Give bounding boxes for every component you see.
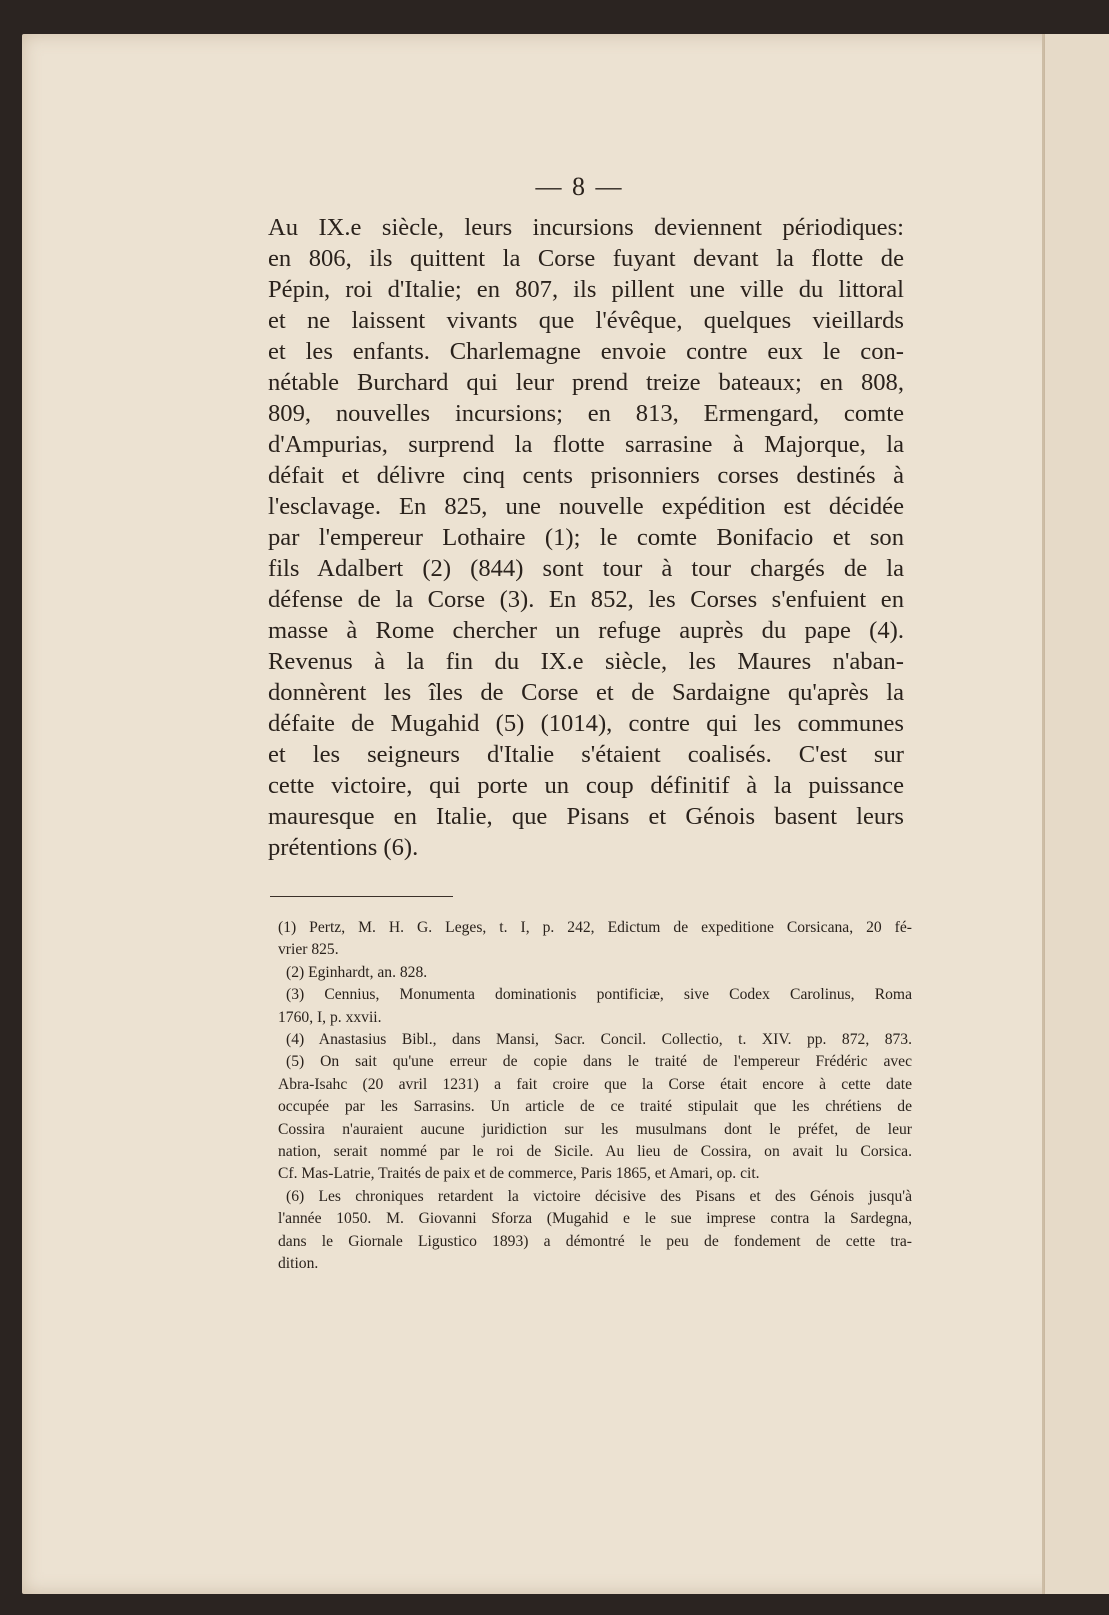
- body-line: masse à Rome chercher un refuge auprès du pape (4).: [268, 617, 904, 644]
- footnote-line: dans le Giornale Ligustico 1893) a démontré le peu de fondement de cette tra-: [278, 1232, 912, 1250]
- footnote-line: Cf. Mas-Latrie, Traités de paix et de commerce, Paris 1865, et Amari, op. cit.: [278, 1165, 760, 1183]
- body-text: [268, 212, 904, 863]
- footnote-separator: [270, 896, 453, 897]
- body-line: défaite de Mugahid (5) (1014), contre qui les communes: [268, 710, 904, 737]
- body-line: l'esclavage. En 825, une nouvelle expédition est décidée: [268, 493, 904, 520]
- footnote-line: l'année 1050. M. Giovanni Sforza (Mugahid e le sue imprese contra la Sardegna,: [278, 1210, 912, 1228]
- body-line: en 806, ils quittent la Corse fuyant devant la flotte de: [268, 245, 904, 272]
- body-line: défense de la Corse (3). En 852, les Corses s'enfuient en: [268, 586, 904, 613]
- adjacent-page-edge: [1044, 34, 1109, 1594]
- body-line: fils Adalbert (2) (844) sont tour à tour chargés de la: [268, 555, 904, 582]
- footnote-line: (1) Pertz, M. H. G. Leges, t. I, p. 242, Edictum de expeditione Corsicana, 20 fé-: [278, 919, 912, 936]
- body-line: donnèrent les îles de Corse et de Sardaigne qu'après la: [268, 679, 904, 706]
- footnote-line: dition.: [278, 1255, 319, 1273]
- body-line: Pépin, roi d'Italie; en 807, ils pillent une ville du littoral: [268, 276, 904, 303]
- footnote-line: vrier 825.: [278, 941, 339, 959]
- footnotes: [278, 917, 912, 1276]
- body-line: nétable Burchard qui leur prend treize bateaux; en 808,: [268, 369, 904, 396]
- body-line: cette victoire, qui porte un coup définitif à la puissance: [268, 772, 904, 799]
- footnote-line: Cossira n'auraient aucune juridiction sur les musulmans dont le préfet, de leur: [278, 1120, 912, 1138]
- footnote-line: occupée par les Sarrasins. Un article de ce traité stipulait que les chrétiens de: [278, 1098, 912, 1116]
- body-line: défait et délivre cinq cents prisonniers corses destinés à: [268, 462, 904, 489]
- body-line: mauresque en Italie, que Pisans et Génois basent leurs: [268, 803, 904, 830]
- footnote-line: (6) Les chroniques retardent la victoire décisive des Pisans et des Génois jusqu'à: [286, 1187, 912, 1205]
- footnote-line: Abra-Isahc (20 avril 1231) a fait croire que la Corse était encore à cette date: [278, 1075, 912, 1093]
- footnote-line: (2) Eginhardt, an. 828.: [286, 963, 428, 981]
- body-line: 809, nouvelles incursions; en 813, Ermengard, comte: [268, 400, 904, 427]
- footnote-line: (5) On sait qu'une erreur de copie dans le traité de l'empereur Frédéric avec: [286, 1053, 912, 1071]
- body-line: par l'empereur Lothaire (1); le comte Bonifacio et son: [268, 524, 904, 551]
- footnote-line: (3) Cennius, Monumenta dominationis pontificiæ, sive Codex Carolinus, Roma: [286, 986, 912, 1004]
- body-line: et les seigneurs d'Italie s'étaient coalisés. C'est sur: [268, 741, 904, 768]
- footnote-line: nation, serait nommé par le roi de Sicile. Au lieu de Cossira, on avait lu Corsica.: [278, 1143, 912, 1161]
- body-line: et les enfants. Charlemagne envoie contre eux le con-: [268, 338, 904, 365]
- body-line: prétentions (6).: [268, 834, 419, 861]
- body-line: d'Ampurias, surprend la flotte sarrasine à Majorque, la: [268, 431, 904, 458]
- footnote-line: (4) Anastasius Bibl., dans Mansi, Sacr. Concil. Collectio, t. XIV. pp. 872, 873.: [286, 1031, 912, 1049]
- body-line: Au IX.e siècle, leurs incursions deviennent périodiques:: [268, 214, 904, 241]
- body-line: et ne laissent vivants que l'évêque, quelques vieillards: [268, 307, 904, 334]
- body-line: Revenus à la fin du IX.e siècle, les Maures n'aban-: [268, 648, 904, 675]
- page-number: — 8 —: [535, 172, 624, 201]
- footnote-line: 1760, I, p. xxvii.: [278, 1008, 382, 1026]
